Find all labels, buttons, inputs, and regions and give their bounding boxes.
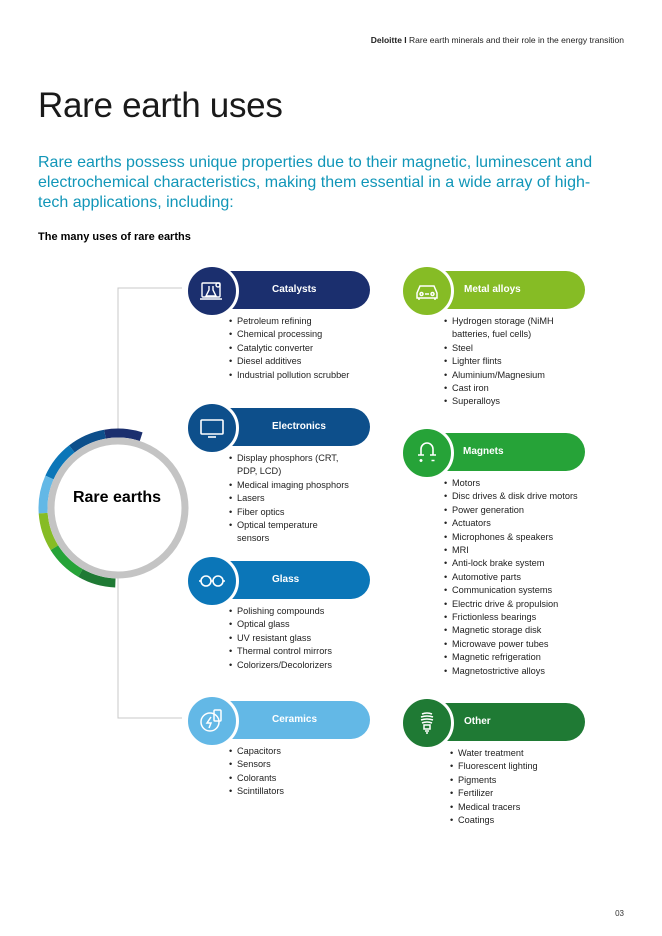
inner-ring	[51, 441, 185, 575]
list-item: • Disc drives & disk drive motors	[444, 490, 604, 503]
list-item: • Water treatment	[450, 747, 590, 760]
category-label-metal-alloys: Metal alloys	[464, 284, 521, 295]
battery-icon	[185, 694, 239, 748]
list-item: • MRI	[444, 544, 604, 557]
list-item: • Steel	[444, 342, 574, 355]
list-item: • Industrial pollution scrubber	[229, 369, 369, 382]
list-item: • Electric drive & propulsion	[444, 598, 604, 611]
list-item: • Colorizers/Decolorizers	[229, 659, 369, 672]
list-item: • Communication systems	[444, 584, 604, 597]
list-item: • Lighter flints	[444, 355, 574, 368]
category-list-ceramics	[229, 745, 369, 799]
category-list-magnets	[444, 477, 604, 678]
list-item: • Coatings	[450, 814, 590, 827]
list-item: • Anti-lock brake system	[444, 557, 604, 570]
list-item: • Sensors	[229, 758, 369, 771]
header-brand: Deloitte I	[370, 35, 407, 45]
list-item: • Diesel additives	[229, 355, 369, 368]
category-label-electronics: Electronics	[272, 421, 326, 432]
magnet-icon	[400, 426, 454, 480]
flask-icon	[185, 264, 239, 318]
list-item: • Lasers	[229, 492, 349, 505]
list-item: • Power generation	[444, 504, 604, 517]
lightbulb-icon	[400, 696, 454, 750]
list-item: • Hydrogen storage (NiMH batteries, fuel cells)	[444, 315, 574, 342]
monitor-icon	[185, 401, 239, 455]
category-list-catalysts	[229, 315, 369, 382]
list-item: • Pigments	[450, 774, 590, 787]
category-list-other	[450, 747, 590, 827]
list-item: • Cast iron	[444, 382, 574, 395]
category-label-magnets: Magnets	[463, 446, 504, 457]
list-item: • Microwave power tubes	[444, 638, 604, 651]
car-icon	[400, 264, 454, 318]
category-list-metal-alloys	[444, 315, 574, 409]
list-item: • UV resistant glass	[229, 632, 369, 645]
ring-segment-catalysts	[105, 433, 141, 437]
category-label-catalysts: Catalysts	[272, 284, 317, 295]
list-item: • Petroleum refining	[229, 315, 369, 328]
list-item: • Scintillators	[229, 785, 369, 798]
list-item: • Capacitors	[229, 745, 369, 758]
list-item: • Medical tracers	[450, 801, 590, 814]
section-subheading: The many uses of rare earths	[38, 231, 191, 243]
list-item: • Chemical processing	[229, 328, 369, 341]
list-item: • Thermal control mirrors	[229, 645, 369, 658]
list-item: • Polishing compounds	[229, 605, 369, 618]
list-item: • Fluorescent lighting	[450, 760, 590, 773]
list-item: • Superalloys	[444, 395, 574, 408]
list-item: • Optical temperature sensors	[229, 519, 349, 546]
list-item: • Magnetostrictive alloys	[444, 665, 604, 678]
list-item: • Magnetic refrigeration	[444, 651, 604, 664]
list-item: • Aluminium/Magnesium	[444, 369, 574, 382]
header-subtitle: Rare earth minerals and their role in the energy transition	[406, 35, 624, 45]
list-item: • Optical glass	[229, 618, 369, 631]
category-list-electronics	[229, 452, 349, 546]
category-label-ceramics: Ceramics	[272, 714, 318, 725]
intro-paragraph: Rare earths possess unique properties due to their magnetic, luminescent and electrochemical characteristics, making them essential in a wide array of high-tech applications, including:	[38, 154, 593, 211]
list-item: • Catalytic converter	[229, 342, 369, 355]
category-label-glass: Glass	[272, 574, 300, 585]
list-item: • Automotive parts	[444, 571, 604, 584]
list-item: • Microphones & speakers	[444, 531, 604, 544]
category-label-other: Other	[464, 716, 491, 727]
list-item: • Fertilizer	[450, 787, 590, 800]
list-item: • Display phosphors (CRT, PDP, LCD)	[229, 452, 349, 479]
page-title: Rare earth uses	[38, 86, 283, 125]
center-label: Rare earths	[72, 489, 162, 506]
list-item: • Medical imaging phosphors	[229, 479, 349, 492]
glasses-icon	[185, 554, 239, 608]
list-item: • Motors	[444, 477, 604, 490]
list-item: • Actuators	[444, 517, 604, 530]
list-item: • Frictionless bearings	[444, 611, 604, 624]
list-item: • Magnetic storage disk	[444, 624, 604, 637]
list-item: • Colorants	[229, 772, 369, 785]
category-list-glass	[229, 605, 369, 672]
list-item: • Fiber optics	[229, 506, 349, 519]
page-number: 03	[615, 909, 624, 918]
